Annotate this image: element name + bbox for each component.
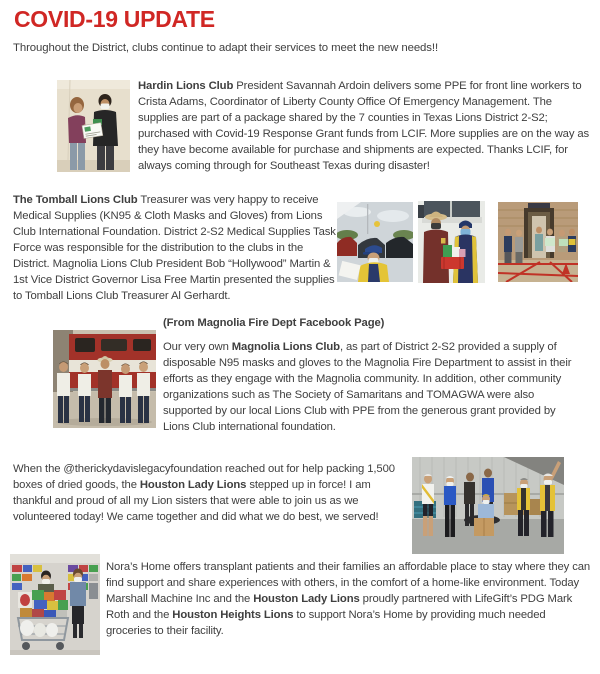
- magnolia-heading: (From Magnolia Fire Dept Facebook Page): [163, 317, 385, 329]
- noras-home-text: [106, 559, 592, 639]
- noras-home-lead-text: Nora’s Home offers transplant patients and their families an affordable place to stay where they can find support and share experiences with others, in the comfort of a home-like environment. Today Marshall Machine Inc and the: [106, 561, 591, 605]
- noras-home-tail-text: to support Nora’s Home by providing much needed groceries to their facility.: [106, 609, 546, 637]
- hardin-ppe-delivery-photo: [57, 80, 130, 172]
- magnolia-text: [163, 339, 583, 435]
- magnolia-club-name: Magnolia Lions Club: [231, 341, 340, 353]
- tomball-club-name: The Tomball Lions Club: [13, 194, 138, 206]
- houston-lady-lions-warehouse-photo: [412, 457, 564, 554]
- tomball-photo-2-figure: [418, 201, 485, 283]
- tomball-photo-1-figure: [337, 202, 413, 282]
- magnolia-fire-dept-photo: [53, 330, 156, 428]
- hardin-club-name: Hardin Lions Club: [138, 80, 234, 92]
- noras-home-lady-lions-name: Houston Lady Lions: [253, 593, 360, 605]
- houston-lady-body-text: stepped up in force! I am thankful and proud of all my Lion sisters that were able to join us as we volunteered today! We came together and did what we do best, we served!: [13, 479, 379, 523]
- houston-lady-lead-text: When the @therickydavislegacyfoundation reached out for help packing 1,500 boxes of dried goods, the: [13, 463, 395, 491]
- noras-home-heights-lions-name: Houston Heights Lions: [172, 609, 294, 621]
- tomball-building-entrance-photo: [498, 202, 578, 282]
- noras-home-mid-text: proudly partnered with LifeGift’s PDG Mark Roth and the: [106, 593, 573, 621]
- magnolia-body-text: , as part of District 2-S2 provided a supply of disposable N95 masks and gloves to the Magnolia Fire Department to assist in their efforts as they engage with the Magnolia community. In addition, other community organizations such as The Society of Samaritans and TOMAGWA were also supported by our local Lions Club with PPE from the generous grant provided by Lions Club international foundation.: [163, 341, 572, 433]
- magnolia-photo-figure: [53, 330, 156, 428]
- houston-lady-club-name: Houston Lady Lions: [139, 479, 247, 491]
- tomball-photo-3-figure: [498, 202, 578, 282]
- hardin-photo-figure: [57, 80, 130, 172]
- intro-text: Throughout the District, clubs continue to adapt their services to meet the new needs!!: [13, 42, 439, 54]
- noras-home-groceries-photo: [10, 554, 100, 655]
- hardin-body-text: President Savannah Ardoin delivers some PPE for front line workers to Crista Adams, Coordinator of Liberty County Office Of Emergency Management. The supplies are part of a package shared by the 7 counties in Texas Lions District 2-S2; purchased with Covid-19 Response Grant funds from LCIF. More supplies are on the way as they have become available for purchase and shipments are expected. Thanks LCIF, for always coming through for Southeast Texas during disaster!: [138, 80, 590, 172]
- houston-lady-photo-figure: [412, 457, 564, 554]
- noras-home-photo-figure: [10, 554, 100, 655]
- tomball-body-text: Treasurer was very happy to receive Medical Supplies (KN95 & Cloth Masks and Gloves) from Lions Club International Foundation. District 2-S2 Medical Supplies Task Force was responsible for the distribution to the clubs in the District. Magnolia Lions Club President Bob “Hollywood” Martin & 1st Vice District Governor Lisa Free Martin presented the supplies to Tomball Lions Club Treasurer Al Gerhardt.: [13, 194, 336, 302]
- tomball-text: [13, 192, 338, 304]
- tomball-parking-lot-photo: [337, 202, 413, 282]
- page-title: COVID-19 UPDATE: [14, 6, 215, 32]
- tomball-supply-handoff-photo: [418, 201, 485, 283]
- houston-lady-text: [13, 461, 411, 525]
- hardin-text: [138, 78, 593, 174]
- magnolia-lead-text: Our very own: [163, 341, 232, 353]
